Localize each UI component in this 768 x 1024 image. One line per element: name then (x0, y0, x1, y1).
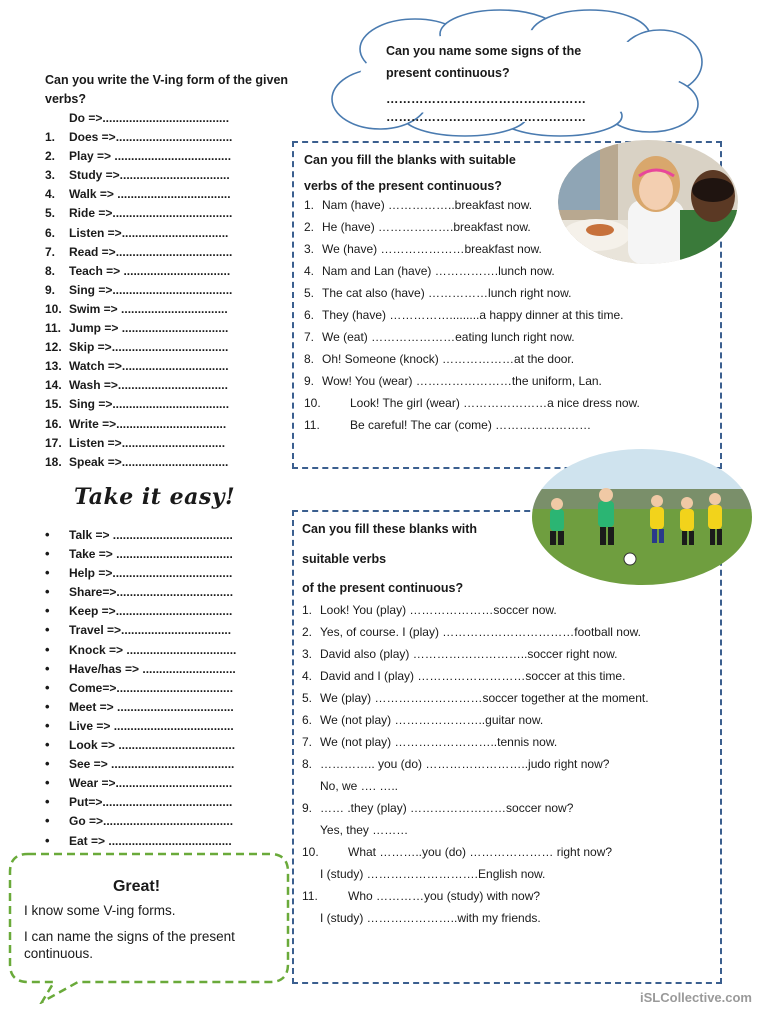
bullet-verb-text: Take => ................................... (69, 547, 233, 562)
cloud-answer-line1: ………………………………………… (386, 92, 586, 106)
watermark: iSLCollective.com (640, 990, 752, 1005)
bullet-verb-item (45, 811, 295, 830)
box2-sentence (302, 621, 717, 643)
bullet-verb-item (45, 792, 295, 811)
verb-item-number: 10. (45, 301, 62, 316)
verb-list-item (45, 434, 295, 453)
verb-item-text: Sing =>.................................... (69, 282, 233, 297)
verb-list-item (45, 395, 295, 414)
verb-item-number: 12. (45, 340, 62, 355)
box1-sentence-text: He (have) ……………….breakfast now. (322, 220, 531, 234)
bullet-verb-item (45, 716, 295, 735)
bullet-icon: • (45, 527, 50, 542)
bullet-verb-text: Come=>................................... (69, 680, 234, 695)
bullet-verb-item (45, 735, 295, 754)
verb-list-item (45, 128, 295, 147)
verb-item-number: 3. (45, 168, 56, 183)
bullet-verb-text: Meet => ................................... (69, 699, 234, 714)
box2-sentence-number: 3. (302, 647, 313, 661)
bullet-icon: • (45, 775, 50, 791)
bullet-verb-text: Keep =>................................... (69, 604, 233, 619)
bullet-verb-item (45, 582, 295, 601)
box2-sentence (302, 687, 717, 709)
box2-sentence (302, 907, 717, 929)
bullet-icon: • (45, 813, 50, 829)
box1-sentence-number: 11. (304, 418, 320, 432)
box1-sentence-number: 6. (304, 308, 315, 322)
verb-list-item (45, 376, 295, 395)
bullet-verb-text: Travel =>................................. (69, 623, 232, 638)
great-title: Great! (112, 878, 161, 895)
box1-title-line1: Can you fill the blanks with suitable (304, 153, 516, 167)
box1-sentence-text: We (have) …………………breakfast now. (322, 242, 542, 256)
bullet-verb-item (45, 754, 295, 773)
bullet-verb-text: See => ..................................... (69, 757, 235, 772)
box1-sentence (304, 304, 714, 326)
box2-sentence (302, 863, 717, 885)
box2-sentence-number: 1. (302, 603, 313, 617)
box1-title (304, 147, 516, 199)
bullet-verb-item (45, 525, 295, 544)
bullet-icon: • (45, 584, 50, 600)
box1-sentence-number: 5. (304, 286, 315, 300)
bullet-verb-list (45, 525, 295, 850)
bullet-verb-text: Talk => .................................... (69, 528, 233, 542)
section1-title-line1: Can you write the V-ing form of the given (45, 73, 289, 87)
box2-sentence-text: We (not play) ……………………..tennis now. (320, 735, 558, 749)
verb-list-item (45, 185, 295, 204)
box2-sentence-number: 5. (302, 691, 313, 705)
bullet-verb-item (45, 563, 295, 582)
box1-sentence-text: Look! The girl (wear) …………………a nice dress now. (350, 396, 640, 410)
box1-sentence-number: 4. (304, 264, 315, 278)
verb-item-number: 13. (45, 359, 62, 374)
verb-item-text: Teach => ................................ (69, 263, 231, 278)
box2-title-line2: suitable verbs (302, 551, 387, 566)
box2-sentence (302, 643, 717, 665)
box2-sentence-text: I (study) …………………..with my friends. (320, 911, 541, 925)
box2-sentence (302, 665, 717, 687)
cloud-question-line2: present continuous? (386, 66, 510, 80)
box2-sentence (302, 797, 717, 819)
verb-item-number: 7. (45, 244, 56, 259)
box2-sentence (302, 819, 717, 841)
bullet-verb-text: Go =>....................................... (69, 814, 234, 829)
box2-sentence (302, 885, 717, 907)
box2-sentence-text: No, we …. ….. (320, 779, 399, 793)
box2-sentence-text: What ………..you (do) ………………… right now? (348, 845, 613, 859)
verb-item-text: Walk => .................................. (69, 187, 231, 202)
box1-sentence (304, 392, 714, 414)
verb-item-text: Watch =>................................ (69, 359, 229, 374)
verb-item-text: Jump => ................................ (69, 321, 229, 336)
box2-sentence-number: 9. (302, 801, 313, 815)
box1-sentence (304, 348, 714, 370)
box2-sentence (302, 753, 717, 775)
box2-sentence-number: 2. (302, 625, 313, 639)
verb-item-text: Skip =>................................... (69, 340, 229, 355)
verb-list-item (45, 415, 295, 434)
verb-item-number: 15. (45, 397, 62, 412)
box2-sentence-text: We (not play) …………………..guitar now. (320, 713, 544, 727)
verb-item-number: 18. (45, 454, 62, 469)
bullet-verb-item (45, 601, 295, 620)
verb-list-item (45, 147, 295, 166)
box1-sentence-number: 1. (304, 198, 315, 212)
box2-sentence-number: 4. (302, 669, 313, 683)
box1-sentence-number: 9. (304, 374, 315, 388)
box2-sentence (302, 775, 717, 797)
box1-sentence (304, 370, 714, 392)
box2-sentence-number: 7. (302, 735, 313, 749)
verb-item-number: 8. (45, 263, 56, 278)
bullet-icon: • (45, 832, 50, 848)
box1-sentence-number: 8. (304, 352, 315, 366)
kids-eating-photo (558, 140, 738, 264)
bullet-verb-text: Eat => ..................................... (69, 833, 232, 848)
bullet-verb-item (45, 697, 295, 716)
verb-list-item (45, 338, 295, 357)
bullet-verb-item (45, 640, 295, 659)
box2-sentence-text: ………….. you (do) ……………………..judo right now? (320, 757, 610, 771)
box1-sentence-number: 7. (304, 330, 315, 344)
verb-list-item (45, 109, 295, 128)
box1-sentence-text: Oh! Someone (knock) ………………at the door. (322, 352, 575, 366)
verb-list-item (45, 204, 295, 223)
box1-sentence-text: Nam (have) ……………..breakfast now. (322, 198, 533, 212)
box1-sentence-text: Nam and Lan (have) …………….lunch now. (322, 264, 555, 278)
box1-sentence-text: We (eat) …………………eating lunch right now. (322, 330, 575, 344)
bullet-icon: • (45, 660, 50, 676)
box2-sentence-number: 11. (302, 889, 318, 903)
verb-item-number: 9. (45, 282, 56, 297)
box2-title (302, 515, 477, 604)
bullet-icon: • (45, 546, 50, 562)
box1-sentence-number: 3. (304, 242, 315, 256)
verb-item-number: 2. (45, 149, 56, 164)
bullet-icon: • (45, 698, 50, 714)
box2-title-line1: Can you fill these blanks with (302, 522, 478, 536)
verb-list (45, 109, 295, 472)
cloud-question-line1: Can you name some signs of the (386, 44, 582, 58)
box2-sentence-text: David also (play) ………………………..soccer right now. (320, 647, 618, 661)
verb-item-number: 16. (45, 416, 62, 431)
box1-sentence-text: Wow! You (wear) ……………………the uniform, Lan. (322, 374, 602, 388)
box2-sentence-text: David and I (play) ………………………soccer at this time. (320, 669, 626, 683)
bullet-verb-text: Have/has => ............................ (69, 661, 236, 676)
box2-sentence-text: Who …………you (study) with now? (348, 889, 541, 903)
great-line2: I can name the signs of the present continuous. (24, 929, 235, 961)
verb-list-item (45, 357, 295, 376)
bullet-icon: • (45, 737, 50, 753)
great-line1: I know some V-ing forms. (24, 903, 176, 918)
box2-sentence-text: …… .they (play) ……………………soccer now? (320, 801, 574, 815)
box1-sentence-text: Be careful! The car (come) …………………… (350, 418, 592, 432)
kids-soccer-photo (532, 449, 752, 585)
bullet-verb-text: Live => .................................... (69, 718, 234, 733)
bullet-verb-item (45, 620, 295, 639)
verb-item-text: Do =>...................................... (69, 111, 230, 125)
box2-sentence-text: We (play) ………………………soccer together at the moment. (320, 691, 649, 705)
bullet-icon: • (45, 641, 50, 657)
verb-list-item (45, 453, 295, 472)
box1-sentence-text: They (have) …………….........a happy dinner at this time. (322, 308, 624, 322)
box2-sentence-number: 6. (302, 713, 313, 727)
verb-item-number: 6. (45, 225, 56, 240)
bullet-verb-item (45, 678, 295, 697)
take-it-easy-heading: Take it easy! (74, 484, 236, 510)
bullet-icon: • (45, 622, 50, 638)
verb-item-text: Swim => ................................ (69, 301, 228, 316)
verb-item-text: Does =>................................... (69, 130, 233, 145)
box2-sentence-text: Yes, of course. I (play) ……………………………football now. (320, 625, 641, 639)
bullet-verb-text: Put=>....................................... (69, 795, 233, 810)
box1-sentence (304, 414, 714, 436)
box2-sentence (302, 709, 717, 731)
cloud-answer-line2: ………………………………………… (386, 110, 586, 124)
bullet-verb-text: Share=>................................... (69, 585, 234, 600)
verb-list-item (45, 243, 295, 262)
box1-sentence-text: The cat also (have) ……………lunch right now. (322, 286, 572, 300)
verb-item-text: Speak =>................................ (69, 454, 229, 469)
cloud-question (386, 40, 656, 128)
box2-title-line3: of the present continuous? (302, 581, 464, 595)
box1-title-line2: verbs of the present continuous? (304, 179, 502, 193)
verb-item-text: Ride =>.................................... (69, 206, 233, 221)
box2-sentence-number: 10. (302, 845, 319, 859)
bullet-icon: • (45, 603, 50, 619)
kids-eating-illustration (558, 140, 738, 264)
bullet-verb-text: Knock => ................................. (69, 642, 237, 657)
bullet-icon: • (45, 565, 50, 581)
verb-item-text: Sing =>................................... (69, 397, 230, 412)
bullet-icon: • (45, 756, 50, 772)
verb-item-text: Wash =>................................. (69, 378, 228, 393)
bullet-icon: • (45, 679, 50, 695)
box1-sentence-number: 10. (304, 396, 321, 410)
verb-list-item (45, 224, 295, 243)
verb-item-text: Listen =>............................... (69, 435, 226, 450)
box2-sentence (302, 841, 717, 863)
verb-item-text: Play => ................................... (69, 149, 232, 164)
bullet-verb-text: Help =>.................................... (69, 566, 233, 581)
box2-sentence-text: Yes, they ……… (320, 823, 409, 837)
section1-title-line2: verbs? (45, 92, 86, 106)
bullet-verb-text: Look => ................................... (69, 738, 236, 753)
verb-list-item (45, 262, 295, 281)
bullet-verb-item (45, 659, 295, 678)
verb-item-number: 14. (45, 378, 62, 393)
verb-list-item (45, 166, 295, 185)
box2-sentence-number: 8. (302, 757, 313, 771)
section1-title (45, 71, 325, 109)
verb-item-number: 11. (45, 321, 62, 336)
box1-sentence (304, 282, 714, 304)
box2-sentence-list (302, 599, 717, 929)
verb-list-item (45, 281, 295, 300)
bullet-verb-item (45, 544, 295, 563)
box2-sentence (302, 599, 717, 621)
verb-item-number: 4. (45, 187, 56, 202)
kids-soccer-illustration (532, 449, 752, 585)
bullet-verb-item (45, 831, 295, 850)
box1-sentence (304, 326, 714, 348)
verb-item-number: 5. (45, 206, 56, 221)
great-box-content (24, 878, 279, 962)
bullet-icon: • (45, 717, 50, 733)
verb-item-number: 1. (45, 130, 56, 145)
bullet-icon: • (45, 794, 50, 810)
box2-sentence-text: I (study) ……………………….English now. (320, 867, 546, 881)
verb-item-number: 17. (45, 435, 62, 450)
bullet-verb-text: Wear =>................................... (69, 776, 233, 791)
verb-item-text: Listen =>................................ (69, 225, 229, 240)
verb-item-text: Read =>................................... (69, 244, 233, 259)
verb-list-item (45, 300, 295, 319)
bullet-verb-item (45, 773, 295, 792)
box1-sentence-number: 2. (304, 220, 315, 234)
verb-item-text: Study =>................................. (69, 168, 230, 183)
verb-item-text: Write =>................................. (69, 416, 227, 431)
box2-sentence-text: Look! You (play) …………………soccer now. (320, 603, 557, 617)
verb-list-item (45, 319, 295, 338)
box2-sentence (302, 731, 717, 753)
